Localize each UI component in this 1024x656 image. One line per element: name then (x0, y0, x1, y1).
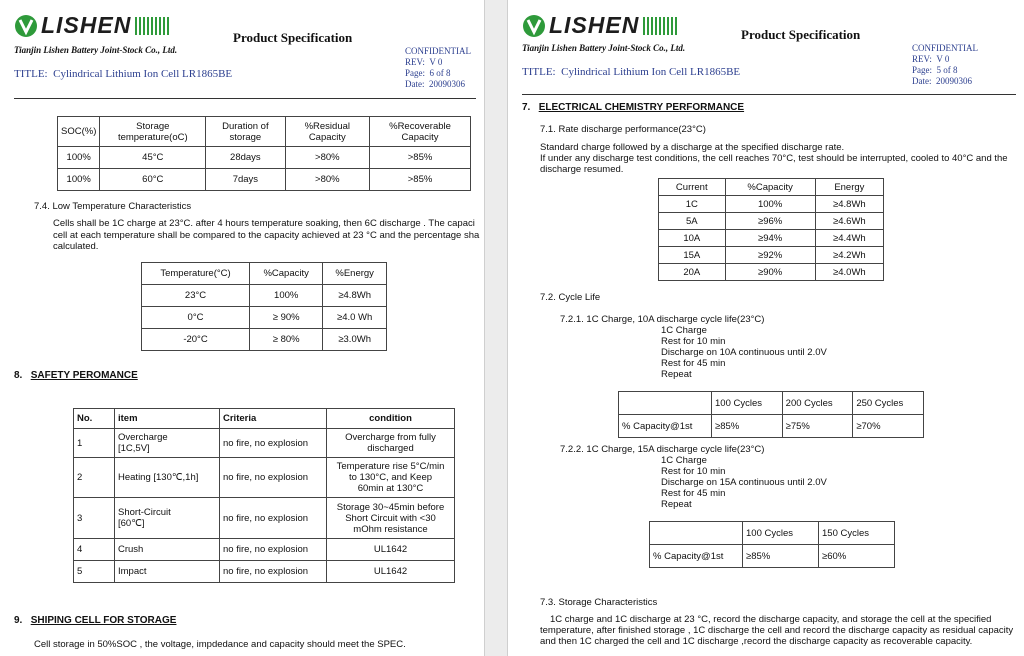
table-cell: % Capacity@1st (650, 545, 743, 568)
title-value: Cylindrical Lithium Ion Cell LR1865BE (53, 68, 233, 80)
page-value: 6 of 8 (429, 68, 451, 78)
table-header-cell: %Capacity (725, 179, 815, 196)
table-cell: ≥85% (743, 545, 819, 568)
table-cell: 7days (206, 169, 285, 191)
table-cell: ≥3.0Wh (323, 329, 387, 351)
table-cell: 23°C (142, 285, 250, 307)
shipping-heading (14, 615, 176, 626)
table-cell: >80% (285, 147, 370, 169)
table-cell: ≥4.8Wh (815, 196, 883, 213)
confidential-label: CONFIDENTIAL (912, 43, 978, 53)
table-cell (327, 458, 455, 498)
table-row (659, 196, 884, 213)
table-header-cell: Duration of storage (206, 117, 285, 147)
table-cell: 20A (659, 264, 726, 281)
lishen-logo (522, 12, 679, 39)
table-cell: 0°C (142, 307, 250, 329)
table-row (74, 561, 455, 583)
storage-heading: 7.3. Storage Characteristics (540, 597, 658, 608)
cycle1-heading: 7.2.1. 1C Charge, 10A discharge cycle life(23°C) (560, 314, 765, 325)
table-cell: ≥4.8Wh (323, 285, 387, 307)
table-row (650, 545, 895, 568)
shipping-number: 9. (14, 615, 23, 626)
cycle1-table (618, 391, 924, 438)
condition-line: discharged (367, 443, 414, 454)
table-cell: ≥92% (725, 247, 815, 264)
table-header-cell: 250 Cycles (853, 392, 924, 415)
step-line: Repeat (661, 499, 692, 510)
table-header-cell: Energy (815, 179, 883, 196)
header-rule (14, 98, 476, 99)
section7-heading (522, 102, 744, 113)
table-cell: ≥60% (819, 545, 895, 568)
rev-line (405, 57, 471, 68)
storage-text-2: temperature, after finished storage , 1C discharge the cell and record the discharge capacity as residual capacity (540, 625, 1014, 636)
table-cell: 100% (58, 169, 100, 191)
step-line: 1C Charge (661, 325, 707, 336)
company-name: Tianjin Lishen Battery Joint-Stock Co., Ltd. (14, 45, 178, 55)
table-cell: ≥75% (782, 415, 853, 438)
table-header-row (142, 263, 387, 285)
table-header-row (74, 409, 455, 429)
date-label: Date: (912, 76, 932, 86)
table-row (619, 415, 924, 438)
condition-line: Short Circuit with <30 (345, 512, 436, 524)
table-header-cell: condition (327, 409, 455, 429)
table-cell: 10A (659, 230, 726, 247)
section7-title: ELECTRICAL CHEMISTRY PERFORMANCE (538, 102, 745, 113)
page-line (912, 65, 978, 76)
cycle-heading: 7.2. Cycle Life (540, 292, 601, 303)
date-value: 20090306 (936, 76, 972, 86)
table-cell: % Capacity@1st (619, 415, 712, 438)
table-cell: >85% (370, 169, 471, 191)
safety-table (73, 408, 455, 583)
table-header-cell: 100 Cycles (743, 522, 819, 545)
table-row (659, 230, 884, 247)
rev-value: V 0 (429, 57, 443, 67)
table-cell: no fire, no explosion (220, 458, 327, 498)
condition-line: Overcharge from fully (345, 432, 436, 443)
table-cell: 100% (725, 196, 815, 213)
table-header-cell: %Capacity (250, 263, 323, 285)
step-line: Repeat (661, 369, 692, 380)
step-line: Discharge on 15A continuous until 2.0V (661, 477, 827, 488)
table-cell: no fire, no explosion (220, 561, 327, 583)
page-label: Page: (912, 65, 932, 75)
logo-bars (135, 17, 171, 35)
page-value: 5 of 8 (936, 65, 958, 75)
table-header-cell: %Recoverable Capacity (370, 117, 471, 147)
shipping-title: SHIPING CELL FOR STORAGE (30, 615, 177, 626)
table-cell: UL1642 (327, 539, 455, 561)
step-line: Discharge on 10A continuous until 2.0V (661, 347, 827, 358)
rate-text-2: If under any discharge test conditions, the cell reaches 70°C, test should be interrupted, cooled to 40°C and the (540, 153, 1008, 164)
table-cell: ≥ 90% (250, 307, 323, 329)
table-cell: 1C (659, 196, 726, 213)
rev-line (912, 54, 978, 65)
logo-bars (643, 17, 679, 35)
date-line (912, 76, 978, 87)
table-cell: 3 (74, 498, 115, 539)
section7-number: 7. (522, 102, 531, 113)
table-cell: ≥85% (712, 415, 783, 438)
table-cell: ≥96% (725, 213, 815, 230)
logo-text: LISHEN (41, 12, 132, 38)
table-header-cell: SOC(%) (58, 117, 100, 147)
table-header-cell: Storage temperature(oC) (100, 117, 206, 147)
date-label: Date: (405, 79, 425, 89)
page-gutter (484, 0, 508, 656)
lishen-logo-icon (522, 14, 546, 38)
low-temp-heading: 7.4. Low Temperature Characteristics (34, 201, 192, 212)
table-row (659, 247, 884, 264)
storage-text-3: and then 1C charged the cell and 1C discharge ,record the discharge capacity as recoverable capacity. (540, 636, 973, 647)
table-header-cell: 150 Cycles (819, 522, 895, 545)
table-cell: 4 (74, 539, 115, 561)
safety-number: 8. (14, 370, 23, 381)
date-line (405, 79, 471, 90)
table-header-cell: No. (74, 409, 115, 429)
table-header-row (619, 392, 924, 415)
table-header-cell (619, 392, 712, 415)
table-cell: 5A (659, 213, 726, 230)
table-cell: ≥90% (725, 264, 815, 281)
table-header-cell: Current (659, 179, 726, 196)
table-header-row (58, 117, 471, 147)
step-line: Rest for 45 min (661, 488, 726, 499)
doc-meta (405, 46, 471, 90)
logo-text: LISHEN (549, 12, 640, 38)
table-cell: 1 (74, 429, 115, 458)
step-line: Rest for 45 min (661, 358, 726, 369)
table-cell: 2 (74, 458, 115, 498)
table-cell (327, 429, 455, 458)
table-cell: ≥4.0 Wh (323, 307, 387, 329)
table-cell: ≥ 80% (250, 329, 323, 351)
table-cell (115, 429, 220, 458)
table-row (142, 307, 387, 329)
table-header-cell (650, 522, 743, 545)
table-cell: no fire, no explosion (220, 498, 327, 539)
rev-label: REV: (912, 54, 932, 64)
table-cell: ≥4.4Wh (815, 230, 883, 247)
safety-heading (14, 370, 138, 381)
table-cell: no fire, no explosion (220, 539, 327, 561)
condition-line: Temperature rise 5°C/min (336, 461, 445, 472)
table-cell: Heating [130℃,1h] (115, 458, 220, 498)
table-cell: ≥4.0Wh (815, 264, 883, 281)
table-header-cell: %Energy (323, 263, 387, 285)
table-cell: ≥94% (725, 230, 815, 247)
table-cell: 100% (58, 147, 100, 169)
title-label: TITLE: (14, 68, 48, 80)
page-5 (508, 0, 1024, 656)
table-header-cell: 200 Cycles (782, 392, 853, 415)
step-line: Rest for 10 min (661, 466, 726, 477)
lishen-logo-icon (14, 14, 38, 38)
table-cell: UL1642 (327, 561, 455, 583)
table-row (142, 285, 387, 307)
table-cell: 28days (206, 147, 285, 169)
document-title (522, 66, 740, 78)
table-cell: 5 (74, 561, 115, 583)
page-6 (0, 0, 484, 656)
rev-label: REV: (405, 57, 425, 67)
table-cell: ≥4.2Wh (815, 247, 883, 264)
rev-value: V 0 (936, 54, 950, 64)
step-line: 1C Charge (661, 455, 707, 466)
table-header-cell: item (115, 409, 220, 429)
document-title (14, 68, 232, 80)
table-cell: ≥4.6Wh (815, 213, 883, 230)
lishen-logo (14, 12, 171, 39)
storage-text-1: 1C charge and 1C discharge at 23 °C, record the discharge capacity, and storage the cell at the specified (550, 614, 992, 625)
table-cell (115, 498, 220, 539)
table-cell: 60°C (100, 169, 206, 191)
step-line: Rest for 10 min (661, 336, 726, 347)
low-temp-text-2: cell at each temperature shall be compared to the capacity achieved at 23 °C and the percentage sha (53, 230, 480, 241)
table-cell: no fire, no explosion (220, 429, 327, 458)
table-row (74, 429, 455, 458)
table-header-cell: Criteria (220, 409, 327, 429)
table-header-cell: 100 Cycles (712, 392, 783, 415)
table-header-cell: %Residual Capacity (285, 117, 370, 147)
product-specification-title: Product Specification (741, 27, 861, 42)
title-label: TITLE: (522, 66, 556, 78)
low-temp-table (141, 262, 387, 351)
table-cell: 45°C (100, 147, 206, 169)
item-line: [60℃] (118, 518, 145, 529)
cycle1-steps (661, 325, 827, 380)
confidential-label: CONFIDENTIAL (405, 46, 471, 56)
table-cell: ≥70% (853, 415, 924, 438)
table-cell: 100% (250, 285, 323, 307)
rate-text-3: discharge resumed. (540, 164, 624, 175)
storage-table (57, 116, 471, 191)
table-header-row (659, 179, 884, 196)
item-line: Overcharge (118, 432, 168, 443)
table-row (74, 498, 455, 539)
doc-meta (912, 43, 978, 87)
table-cell: >85% (370, 147, 471, 169)
condition-line: to 130°C, and Keep (348, 472, 433, 483)
item-line: [1C,5V] (118, 443, 150, 454)
page-label: Page: (405, 68, 425, 78)
rate-table (658, 178, 884, 281)
condition-line: mOhm resistance (353, 523, 428, 535)
table-cell: >80% (285, 169, 370, 191)
table-row (74, 458, 455, 498)
rate-text-1: Standard charge followed by a discharge at the specified discharge rate. (540, 142, 845, 153)
rate-heading: 7.1. Rate discharge performance(23°C) (540, 124, 706, 135)
item-line: Short-Circuit (118, 507, 171, 518)
title-value: Cylindrical Lithium Ion Cell LR1865BE (561, 66, 741, 78)
table-header-cell: Temperature(°C) (142, 263, 250, 285)
condition-line: Storage 30~45min before (336, 501, 445, 513)
date-value: 20090306 (429, 79, 465, 89)
table-row (142, 329, 387, 351)
low-temp-text-1: Cells shall be 1C charge at 23°C. after 4 hours temperature soaking, then 6C discharge . The capaci (53, 218, 475, 229)
low-temp-text-3: calculated. (53, 241, 99, 252)
table-cell: 15A (659, 247, 726, 264)
table-header-row (650, 522, 895, 545)
company-name: Tianjin Lishen Battery Joint-Stock Co., Ltd. (522, 43, 686, 53)
table-row (74, 539, 455, 561)
page-line (405, 68, 471, 79)
table-cell (327, 498, 455, 539)
table-row (659, 213, 884, 230)
cycle2-heading: 7.2.2. 1C Charge, 15A discharge cycle life(23°C) (560, 444, 765, 455)
safety-title: SAFETY PEROMANCE (30, 370, 138, 381)
table-row (58, 147, 471, 169)
table-cell: Impact (115, 561, 220, 583)
table-row (58, 169, 471, 191)
cycle2-table (649, 521, 895, 568)
cycle2-steps (661, 455, 827, 510)
table-cell: -20°C (142, 329, 250, 351)
table-cell: Crush (115, 539, 220, 561)
shipping-text: Cell storage in 50%SOC , the voltage, impdedance and capacity should meet the SPEC. (34, 639, 406, 650)
header-rule (522, 94, 1016, 95)
condition-line: 60min at 130°C (357, 483, 424, 494)
product-specification-title: Product Specification (233, 30, 353, 45)
table-row (659, 264, 884, 281)
